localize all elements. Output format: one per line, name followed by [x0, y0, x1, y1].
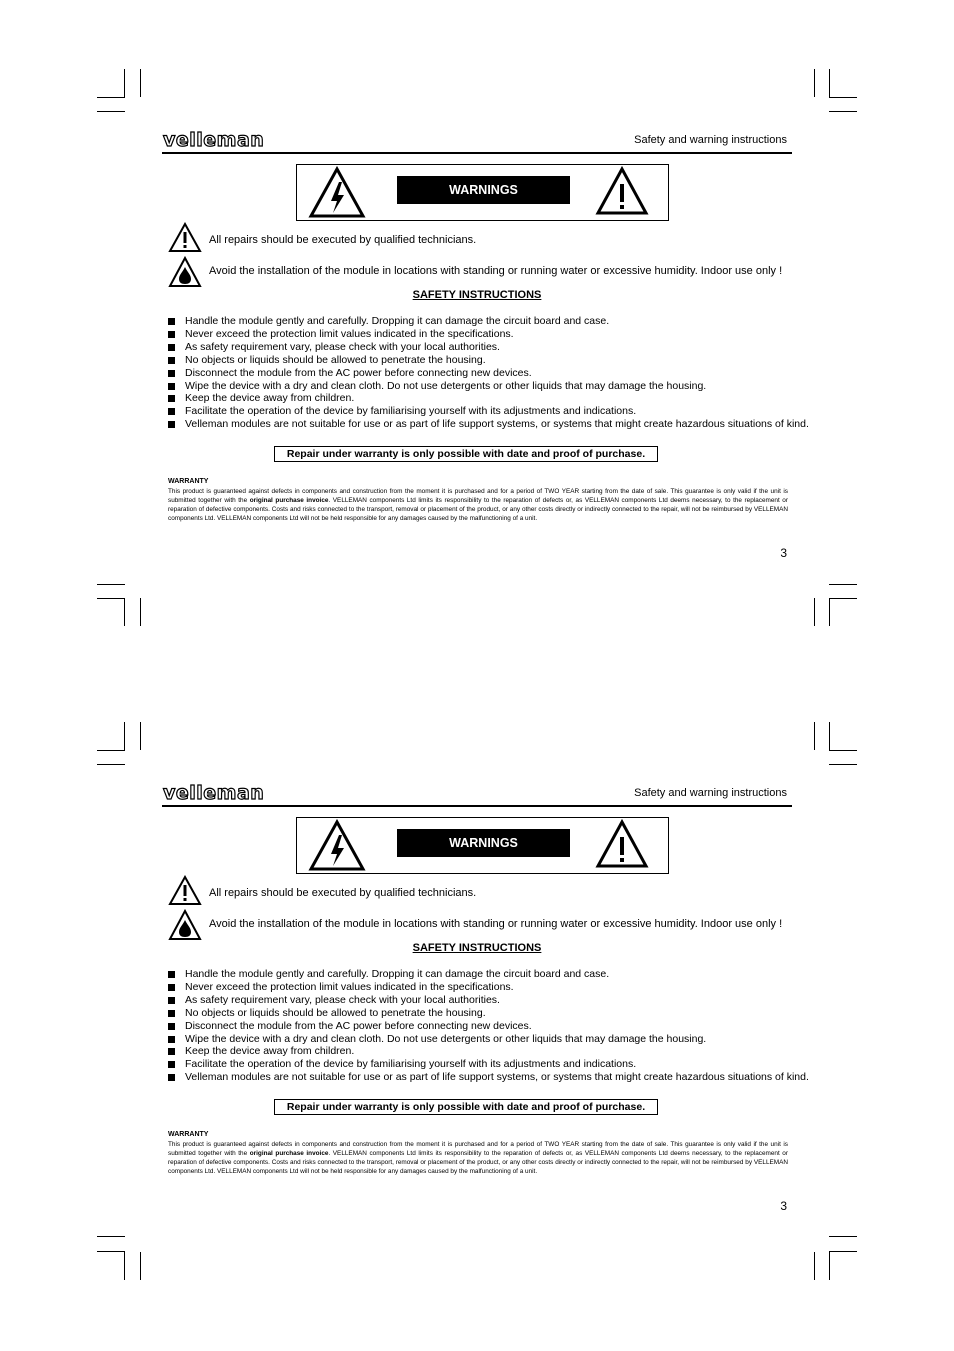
- notice-humidity: Avoid the installation of the module in locations with standing or running water or excessive humidity. Indoor use only !: [209, 265, 783, 277]
- warranty-text: This product is guaranteed against defects in components and construction from the moment it is purchased and for a period of TWO YEAR starting from the date of sale. This guarantee is only valid if the unit is submitted together with the original purchase invoice. VELLEMAN components Ltd limits its responsibility to the reparation of defects or, as VELLEMAN components Ltd deems necessary, to the replacement or reparation of defective components. Costs and risks connected to the transport, removal or placement of the product, or any other costs directly or indirectly connected to the repair, will not be reimbursed by VELLEMAN components Ltd. VELLEMAN components Ltd will not be held responsible for any damages caused by the malfunctioning of a unit.: [168, 488, 788, 523]
- exclamation-warning-icon: [595, 166, 649, 216]
- safety-list-item: Disconnect the module from the AC power before connecting new devices.: [168, 367, 809, 380]
- manual-page: [0, 653, 954, 1306]
- safety-list-item: Handle the module gently and carefully. Dropping it can damage the circuit board and case.: [168, 315, 809, 328]
- safety-list-item: Handle the module gently and carefully. Dropping it can damage the circuit board and case.: [168, 968, 809, 981]
- safety-list-item: Keep the device away from children.: [168, 1045, 809, 1058]
- page-number: 3: [780, 546, 787, 560]
- caution-icon: [168, 222, 202, 253]
- repair-warranty-note: Repair under warranty is only possible with date and proof of purchase.: [274, 1099, 658, 1115]
- safety-list-item: Velleman modules are not suitable for use or as part of life support systems, or systems that might create hazardous situations of kind.: [168, 1071, 809, 1084]
- safety-list-item: Velleman modules are not suitable for use or as part of life support systems, or systems that might create hazardous situations of kind.: [168, 418, 809, 431]
- velleman-logo: velleman: [163, 782, 265, 804]
- header-title: Safety and warning instructions: [634, 134, 787, 146]
- water-hazard-icon: [168, 909, 202, 941]
- caution-icon: [168, 875, 202, 906]
- safety-list-item: No objects or liquids should be allowed to penetrate the housing.: [168, 1007, 809, 1020]
- safety-instructions-title: SAFETY INSTRUCTIONS: [412, 289, 542, 301]
- velleman-logo: velleman: [163, 129, 265, 151]
- safety-list-item: Wipe the device with a dry and clean cloth. Do not use detergents or other liquids that may damage the housing.: [168, 1033, 809, 1046]
- safety-list-item: Disconnect the module from the AC power before connecting new devices.: [168, 1020, 809, 1033]
- safety-list-item: Never exceed the protection limit values indicated in the specifications.: [168, 328, 809, 341]
- warranty-title: WARRANTY: [168, 478, 209, 485]
- safety-list-item: As safety requirement vary, please check with your local authorities.: [168, 341, 809, 354]
- repair-warranty-note: Repair under warranty is only possible with date and proof of purchase.: [274, 446, 658, 462]
- safety-list-item: No objects or liquids should be allowed to penetrate the housing.: [168, 354, 809, 367]
- header-divider: [162, 152, 792, 154]
- safety-list: [168, 968, 809, 1084]
- header-divider: [162, 805, 792, 807]
- warnings-banner: [296, 817, 669, 874]
- safety-list-item: Facilitate the operation of the device by familiarising yourself with its adjustments and indications.: [168, 405, 809, 418]
- warnings-label: WARNINGS: [397, 829, 570, 857]
- warranty-text: This product is guaranteed against defects in components and construction from the moment it is purchased and for a period of TWO YEAR starting from the date of sale. This guarantee is only valid if the unit is submitted together with the original purchase invoice. VELLEMAN components Ltd limits its responsibility to the reparation of defects or, as VELLEMAN components Ltd deems necessary, to the replacement or reparation of defective components. Costs and risks connected to the transport, removal or placement of the product, or any other costs directly or indirectly connected to the repair, will not be reimbursed by VELLEMAN components Ltd. VELLEMAN components Ltd will not be held responsible for any damages caused by the malfunctioning of a unit.: [168, 1141, 788, 1176]
- warnings-banner: [296, 164, 669, 221]
- safety-instructions-title: SAFETY INSTRUCTIONS: [412, 942, 542, 954]
- high-voltage-icon: [308, 819, 366, 871]
- warranty-title: WARRANTY: [168, 1131, 209, 1138]
- warnings-label: WARNINGS: [397, 176, 570, 204]
- safety-list-item: Facilitate the operation of the device by familiarising yourself with its adjustments and indications.: [168, 1058, 809, 1071]
- notice-qualified-technicians: All repairs should be executed by qualified technicians.: [209, 887, 477, 899]
- notice-qualified-technicians: All repairs should be executed by qualified technicians.: [209, 234, 477, 246]
- high-voltage-icon: [308, 166, 366, 218]
- page-number: 3: [780, 1199, 787, 1213]
- exclamation-warning-icon: [595, 819, 649, 869]
- safety-list-item: As safety requirement vary, please check with your local authorities.: [168, 994, 809, 1007]
- header-title: Safety and warning instructions: [634, 787, 787, 799]
- safety-list-item: Keep the device away from children.: [168, 392, 809, 405]
- manual-page: [0, 0, 954, 653]
- safety-list: [168, 315, 809, 431]
- safety-list-item: Wipe the device with a dry and clean cloth. Do not use detergents or other liquids that may damage the housing.: [168, 380, 809, 393]
- water-hazard-icon: [168, 256, 202, 288]
- notice-humidity: Avoid the installation of the module in locations with standing or running water or excessive humidity. Indoor use only !: [209, 918, 783, 930]
- safety-list-item: Never exceed the protection limit values indicated in the specifications.: [168, 981, 809, 994]
